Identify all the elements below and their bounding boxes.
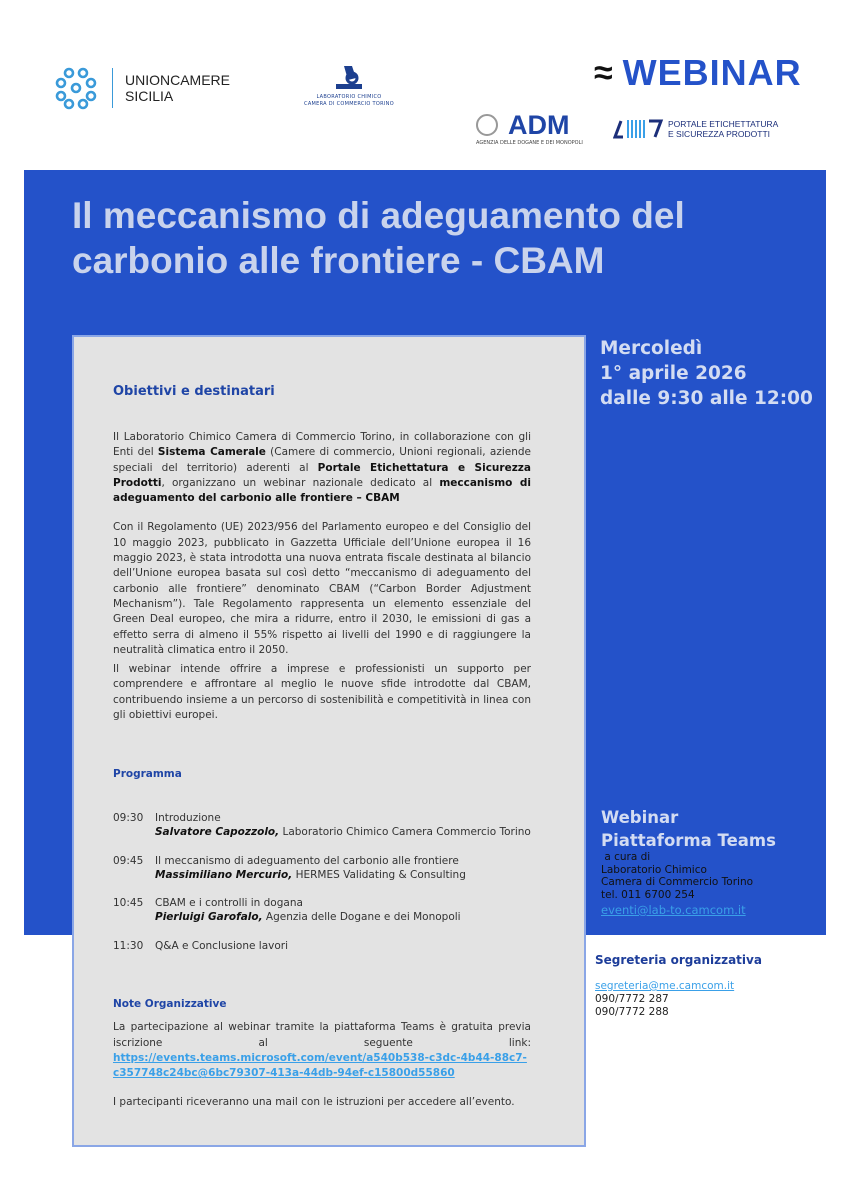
program-item — [113, 811, 543, 839]
objectives-paragraph-2: Con il Regolamento (UE) 2023/956 del Parlamento europeo e del Consiglio del 10 maggio 2023, pubblicato in Gazzetta Ufficiale dell’Unione europea il 16 maggio 2023, è stata introdotta una nuova entrata fiscale destinata al bilancio dell’Unione europea basata sul così detto “meccanismo di adeguamento del carbonio alle frontiere” denominato CBAM (“Carbon Border Adjustment Mechanism”). Tale Regolamento rappresenta un elemento essenziale del Green Deal europeo, che mira a ridurre, entro il 2030, le emissioni di gas a effetto serra di almeno il 55% rispetto ai livelli del 1990 e di raggiungere la neutralità climatica entro il 2050. — [113, 521, 531, 656]
event-time: dalle 9:30 alle 12:00 — [600, 388, 813, 409]
objectives-heading: Obiettivi e destinatari — [113, 384, 275, 399]
unioncamere-line2: SICILIA — [125, 88, 174, 104]
organizer-info — [601, 851, 753, 918]
barcode-icon — [613, 117, 665, 141]
event-date-value: 1° aprile 2026 — [600, 363, 747, 384]
objectives-paragraph-3: Il webinar intende offrire a imprese e professionisti un supporto per comprendere e affrontare al meglio le nuove sfide introdotte dal CBAM, contribuendo insieme a un percorso di sostenibilità e competitività in linea con gli obiettivi europei. — [113, 663, 531, 722]
notes-text: La partecipazione al webinar tramite la piattaforma Teams è gratuita previa iscrizione al seguente link: — [113, 1021, 531, 1049]
program-speaker: Salvatore Capozzolo, — [155, 826, 280, 839]
text: Il Laboratorio Chimico Camera di Commercio Torino, in collaborazione con gli Enti del — [113, 431, 531, 459]
adm-subtitle: AGENZIA DELLE DOGANE E DEI MONOPOLI — [476, 140, 583, 146]
portale-line2: E SICUREZZA PRODOTTI — [668, 129, 771, 139]
event-day: Mercoledì — [600, 338, 703, 359]
objectives-paragraph-1 — [113, 430, 531, 506]
approx-icon: ≈ — [594, 53, 613, 92]
title-line-2: carbonio alle frontiere - CBAM — [72, 240, 605, 281]
lab-logo-line1: LABORATORIO CHIMICO — [316, 94, 382, 100]
program-org: HERMES Validating & Consulting — [292, 869, 466, 882]
organizer-name1: Laboratorio Chimico — [601, 863, 707, 876]
organizer-cura: a cura di — [601, 851, 651, 863]
title-line-1: Il meccanismo di adeguamento del — [72, 195, 685, 236]
page-title — [72, 193, 822, 283]
organizer-phone: tel. 011 6700 254 — [601, 889, 695, 902]
program-list — [113, 811, 543, 953]
portale-line1: PORTALE ETICHETTATURA — [668, 119, 779, 129]
program-topic: Il meccanismo di adeguamento del carbonio alle frontiere — [155, 855, 459, 868]
text-bold: Portale Etichettatura e Sicurezza Prodotti — [113, 461, 532, 489]
emblem-icon — [476, 114, 498, 136]
program-item — [113, 939, 543, 953]
text-bold: Sistema Camerale — [157, 446, 266, 459]
platform-line1: Webinar — [601, 808, 679, 827]
secretariat-phone1: 090/7772 287 — [595, 993, 669, 1005]
microscope-icon — [332, 64, 366, 90]
program-speaker: Pierluigi Garofalo, — [155, 911, 263, 924]
platform-heading — [601, 806, 776, 852]
webinar-badge — [594, 52, 802, 94]
program-org: Agenzia delle Dogane e dei Monopoli — [262, 911, 461, 924]
program-item — [113, 854, 543, 882]
program-time: 09:30 — [113, 812, 144, 825]
portale-logo — [613, 117, 778, 141]
webinar-label: WEBINAR — [622, 52, 802, 93]
program-topic: Introduzione — [155, 812, 221, 825]
program-time: 10:45 — [113, 897, 144, 910]
program-speaker: Massimiliano Mercurio, — [155, 869, 293, 882]
organizer-email-link[interactable]: eventi@lab-to.camcom.it — [601, 902, 746, 917]
secretariat-phone2: 090/7772 288 — [595, 1006, 669, 1018]
notes-link-wrap — [113, 1051, 531, 1082]
secretariat — [595, 954, 762, 1019]
program-org: Laboratorio Chimico Camera Commercio Torino — [279, 826, 531, 839]
program-item — [113, 896, 543, 924]
lab-chimico-logo — [300, 64, 398, 108]
unioncamere-logo — [54, 66, 230, 110]
lab-logo-line2: CAMERA DI COMMERCIO TORINO — [304, 101, 394, 107]
event-date — [600, 336, 813, 411]
text-bold: meccanismo di adeguamento del carbonio alle frontiere – CBAM — [113, 476, 531, 505]
secretariat-heading: Segreteria organizzativa — [595, 953, 762, 967]
program-topic: Q&A e Conclusione lavori — [155, 940, 289, 953]
unioncamere-swirl-icon — [54, 66, 98, 110]
text: , organizzano un webinar nazionale dedicato al — [161, 476, 440, 489]
program-heading: Programma — [113, 768, 182, 781]
program-time: 09:45 — [113, 855, 144, 868]
organizer-name2: Camera di Commercio Torino — [601, 876, 754, 889]
notes-paragraph — [113, 1020, 531, 1051]
program-topic: CBAM e i controlli in dogana — [155, 897, 303, 910]
platform-line2: Piattaforma Teams — [601, 831, 776, 850]
panel-content — [113, 384, 531, 1110]
notes-footer: I partecipanti riceveranno una mail con le istruzioni per accedere all’evento. — [113, 1095, 515, 1108]
adm-logo — [476, 112, 583, 146]
program-time: 11:30 — [113, 940, 144, 953]
unioncamere-line1: UNIONCAMERE — [125, 72, 231, 88]
notes-heading: Note Organizzative — [113, 998, 227, 1011]
registration-link[interactable]: https://events.teams.microsoft.com/event/a540b538-c3dc-4b44-88c7-c357748c24bc@6bc79307-413a-44db-94ef-c15800d55860 — [113, 1051, 527, 1080]
text: (Camere di commercio, Unioni regionali, aziende speciali del territorio) aderenti al — [113, 446, 531, 474]
secretariat-email-link[interactable]: segreteria@me.camcom.it — [595, 980, 735, 992]
adm-label: ADM — [508, 110, 570, 140]
